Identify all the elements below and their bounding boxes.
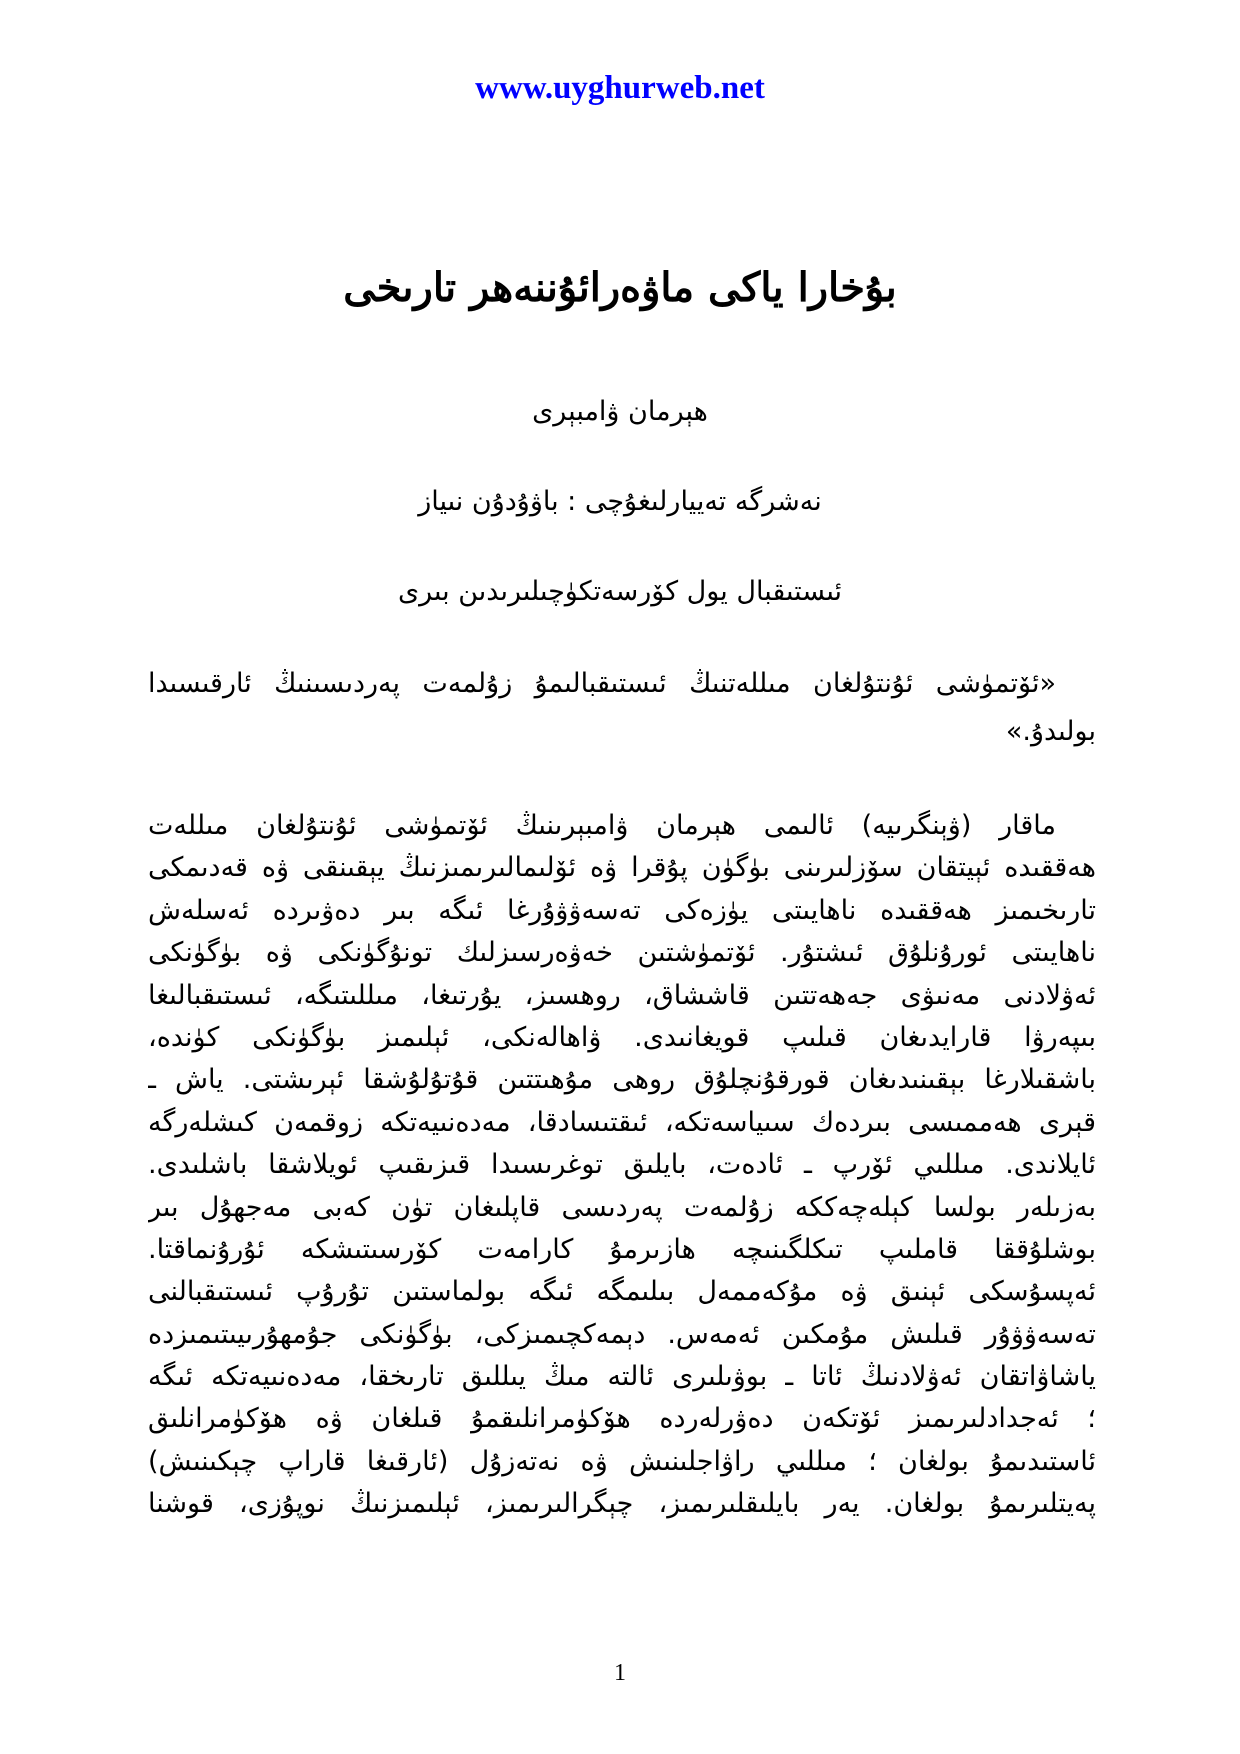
body-line: تەسەۋۋۇر قىلىش مۇمكىن ئەمەس. دېمەكچىمىزكى، بۈگۈنكى جۇمھۇرىيىتىمىزدە: [148, 1318, 1096, 1350]
editor-credit: نەشرگە تەييارلىغۇچى : باۋۇدۇن نىياز: [418, 486, 822, 517]
body-line: تارىخىمىز ھەققىدە ناھايىتى يۈزەكى تەسەۋۋۇرغا ئىگە بىر دەۋىردە ئەسلەش: [148, 894, 1096, 926]
body-line: ھەققىدە ئېيتقان سۆزلىرىنى بۈگۈن پۇقرا ۋە ئۆلىمالىرىمىزنىڭ يېقىنقى ۋە قەدىمكى: [148, 852, 1096, 884]
body-line: ماقار (ۋېنگرىيە) ئالىمى ھېرمان ۋامبېرىنىڭ ئۆتمۈشى ئۇنتۇلغان مىللەت: [148, 810, 1056, 841]
site-url-header: www.uyghurweb.net: [475, 70, 765, 106]
body-line: بوشلۇققا قاملىپ تىكلگىنىچە ھازىرمۇ كارامەت كۆرسىتىشكە ئۇرۇنماقتا.: [148, 1233, 1096, 1265]
body-line: ياشاۋاتقان ئەۋلادنىڭ ئاتا ـ بوۋىلىرى ئالتە مىڭ يىللىق تارىخقا، مەدەنىيەتكە ئىگە: [148, 1361, 1096, 1393]
body-line: باشقىلارغا بېقىنىدىغان قورقۇنچلۇق روھى مۇھىتتىن قۇتۇلۇشقا ئېرىشتى. ياش ـ: [148, 1064, 1096, 1096]
epigraph-quote: «ئۆتمۈشى ئۇنتۇلغان مىللەتنىڭ ئىستىقبالىمۇ زۇلمەت پەردىسىنىڭ ئارقىسىدا بولىدۇ.»: [148, 668, 1096, 747]
document-title: بۇخارا ياكى ماۋەرائۇننەھر تارىخى: [343, 264, 897, 311]
body-paragraph: [148, 805, 1096, 1526]
author-name: ھېرمان ۋامبېرى: [532, 396, 708, 427]
body-line: ئەۋلادنى مەنىۋى جەھەتتىن قاششاق، روھسىز، يۇرتىغا، مىللىتىگە، ئىستىقبالىغا: [148, 979, 1096, 1011]
body-line: ئەپسۇسكى ئېنىق ۋە مۇكەممەل بىلىمگە ئىگە بولماستىن تۇرۇپ ئىستىقبالنى: [148, 1276, 1096, 1308]
body-line: قېرى ھەممىسى بىردەك سىياسەتكە، ئىقتىسادقا، مەدەنىيەتكە زوقمەن كىشلەرگە: [148, 1106, 1096, 1138]
body-line: ناھايىتى ئورۇنلۇق ئىشتۇر. ئۆتمۈشتىن خەۋەرسىزلىك تونۇگۈنكى ۋە بۈگۈنكى: [148, 937, 1096, 969]
body-line: بەزىلەر بولسا كېلەچەككە زۇلمەت پەردىسى قاپلىغان تۈن كەبى مەجھۇل بىر: [148, 1191, 1096, 1223]
body-line: ئاستىدىمۇ بولغان ؛ مىللىي راۋاجلىنىش ۋە نەتەزۇل (ئارقىغا قاراپ چېكىنىش): [148, 1445, 1096, 1477]
publisher-credit: ئىستىقبال يول كۆرسەتكۈچىلىرىدىن بىرى: [397, 576, 843, 607]
page-number: 1: [614, 1660, 626, 1686]
body-line: پەيتلىرىمۇ بولغان. يەر بايلىقلىرىمىز، چېگرالىرىمىز، ئېلىمىزنىڭ نوپۇزى، قوشنا: [148, 1488, 1096, 1520]
body-line: ئايلاندى. مىللىي ئۆرپ ـ ئادەت، بايلىق توغرىسىدا قىزىقىپ ئويلاشقا باشلىدى.: [148, 1149, 1096, 1181]
body-line: بىپەرۋا قارايدىغان قىلىپ قويغانىدى. ۋاھالەنكى، ئېلىمىز بۈگۈنكى كۈندە،: [148, 1021, 1096, 1053]
body-line: ؛ ئەجدادلىرىمىز ئۆتكەن دەۋرلەردە ھۆكۈمرانلىقمۇ قىلغان ۋە ھۆكۈمرانلىق: [148, 1403, 1096, 1435]
